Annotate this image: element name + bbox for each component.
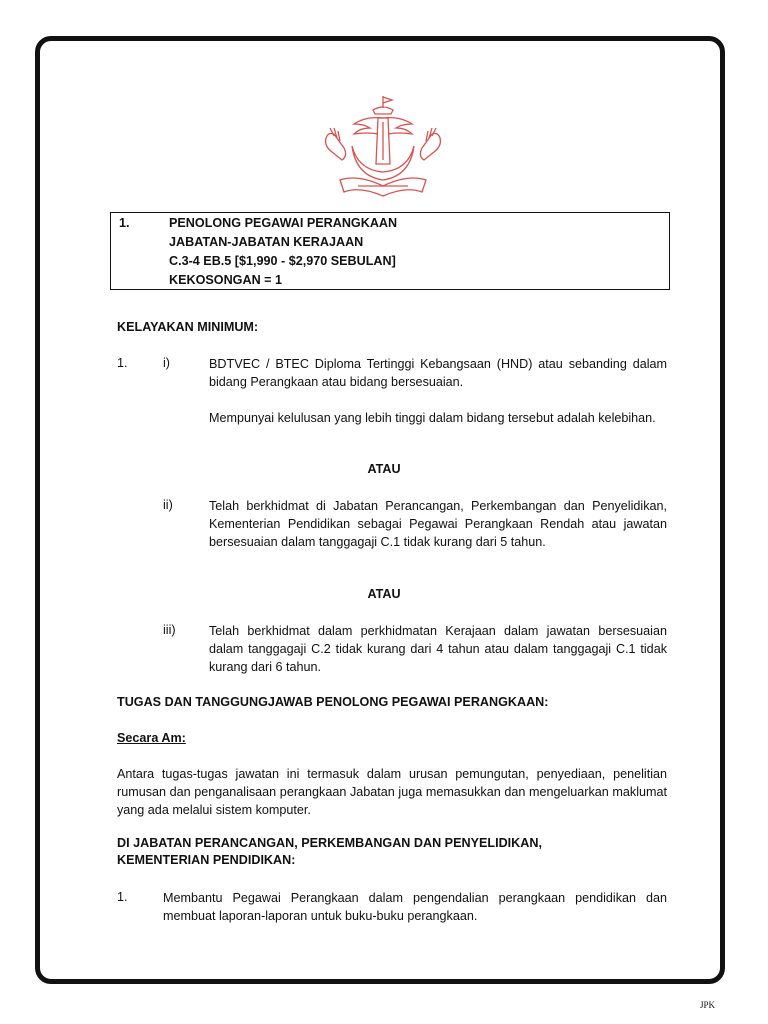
qualification-text-i: BDTVEC / BTEC Diploma Tertinggi Kebangsaan (HND) atau sebanding dalam bidang Perangkaan atau bidang bersesuaian. — [209, 357, 667, 389]
qualification-text-iii: Telah berkhidmat dalam perkhidmatan Kerajaan dalam jawatan bersesuaian dalam tanggagaji C.2 tidak kurang dari 4 tahun atau dalam tanggagaji C.1 tidak kurang dari 6 tahun. — [209, 624, 667, 674]
position-number: 1. — [119, 216, 130, 230]
position-salary-scale: C.3-4 EB.5 [$1,990 - $2,970 SEBULAN] — [169, 254, 396, 268]
qualification-text-ii: Telah berkhidmat di Jabatan Perancangan, Perkembangan dan Penyelidikan, Kementerian Pendidikan sebagai Pegawai Perangkaan Rendah atau jawatan bersesuaian dalam tanggagaji C.1 tidak kurang dari 5 tahun. — [209, 499, 667, 549]
position-department: JABATAN-JABATAN KERAJAAN — [169, 235, 364, 249]
general-subheading: Secara Am: — [117, 731, 186, 745]
duty-number: 1. — [117, 890, 128, 904]
position-title: PENOLONG PEGAWAI PERANGKAAN — [169, 216, 398, 230]
separator-atau: ATAU — [367, 587, 401, 601]
brunei-crest-icon — [318, 94, 448, 198]
department-heading-line2: KEMENTERIAN PENDIDIKAN: — [117, 853, 296, 867]
qualification-label-ii: ii) — [163, 498, 173, 512]
qualification-item-number: 1. — [117, 356, 128, 370]
qualification-extra-i: Mempunyai kelulusan yang lebih tinggi dalam bidang tersebut adalah kelebihan. — [209, 411, 656, 425]
position-vacancy: KEKOSONGAN = 1 — [169, 273, 283, 287]
qualification-label-i: i) — [163, 356, 170, 370]
position-title-box — [110, 212, 670, 290]
duties-heading: TUGAS DAN TANGGUNGJAWAB PENOLONG PEGAWAI PERANGKAAN: — [117, 695, 549, 709]
separator-atau: ATAU — [367, 462, 401, 476]
department-heading-line1: DI JABATAN PERANCANGAN, PERKEMBANGAN DAN PENYELIDIKAN, — [117, 836, 542, 850]
duty-text: Membantu Pegawai Perangkaan dalam pengendalian perangkaan pendidikan dan membuat laporan-laporan untuk buku-buku perangkaan. — [163, 891, 667, 923]
qualification-label-iii: iii) — [163, 623, 176, 637]
qualification-heading: KELAYAKAN MINIMUM: — [117, 320, 259, 334]
footer-label: JPK — [700, 1000, 716, 1010]
general-description: Antara tugas-tugas jawatan ini termasuk dalam urusan pemungutan, penyediaan, penelitian rumusan dan penganalisaan perangkaan Jabatan juga memasukkan dan mengeluarkan maklumat yang ada melalui sistem komputer. — [117, 767, 667, 817]
